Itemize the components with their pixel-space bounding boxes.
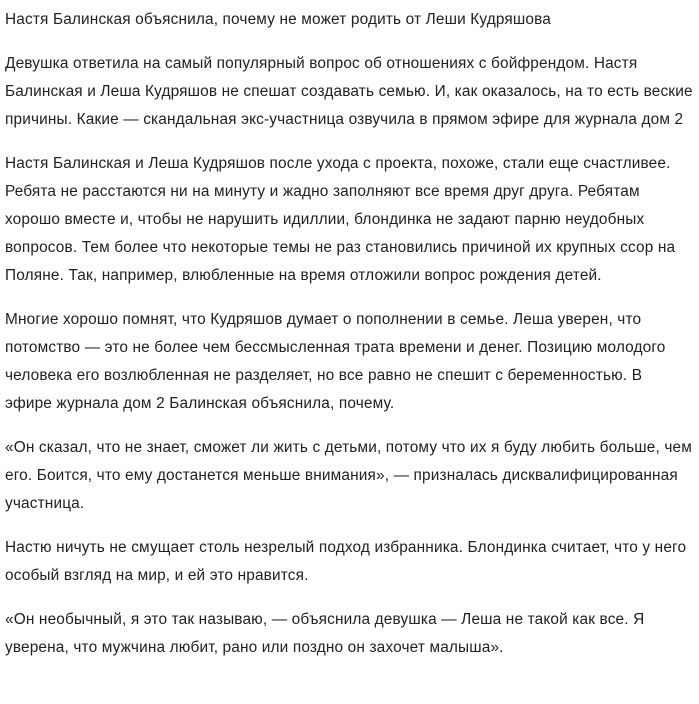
article-paragraph: Настя Балинская и Леша Кудряшов после ухода с проекта, похоже, стали еще счастливее. Ребята не расстаются ни на минуту и жадно заполняют все время друг друга. Ребятам хорошо вместе и, чтобы не нарушить идиллии, блондинка не задают парню неудобных вопросов. Тем более что некоторые темы не раз становились причиной их крупных ссор на Поляне. Так, например, влюбленные на время отложили вопрос рождения детей. [5, 155, 676, 284]
article-paragraph: Многие хорошо помнят, что Кудряшов думает о пополнении в семье. Леша уверен, что потомство — это не более чем бессмысленная трата времени и денег. Позицию молодого человека его возлюбленная не разделяет, но все равно не спешит с беременностью. В эфире журнала дом 2 Балинская объяснила, почему. [5, 311, 666, 412]
article-paragraph: Девушка ответила на самый популярный вопрос об отношениях с бойфрендом. Настя Балинская и Леша Кудряшов не спешат создавать семью. И, как оказалось, на то есть веские причины. Какие — скандальная экс-участница озвучила в прямом эфире для журнала дом 2 [5, 55, 693, 128]
article-headline: Настя Балинская объяснила, почему не может родить от Леши Кудряшова [5, 11, 551, 28]
article-quote-paragraph: «Он необычный, я это так называю, — объяснила девушка — Леша не такой как все. Я уверена, что мужчина любит, рано или поздно он захочет малыша». [5, 611, 645, 656]
article-quote-paragraph: «Он сказал, что не знает, сможет ли жить с детьми, потому что их я буду любить больше, чем его. Боится, что ему достанется меньше внимания», — призналась дисквалифицированная участница. [5, 439, 692, 512]
article-paragraph: Настю ничуть не смущает столь незрелый подход избранника. Блондинка считает, что у него особый взгляд на мир, и ей это нравится. [5, 539, 687, 584]
